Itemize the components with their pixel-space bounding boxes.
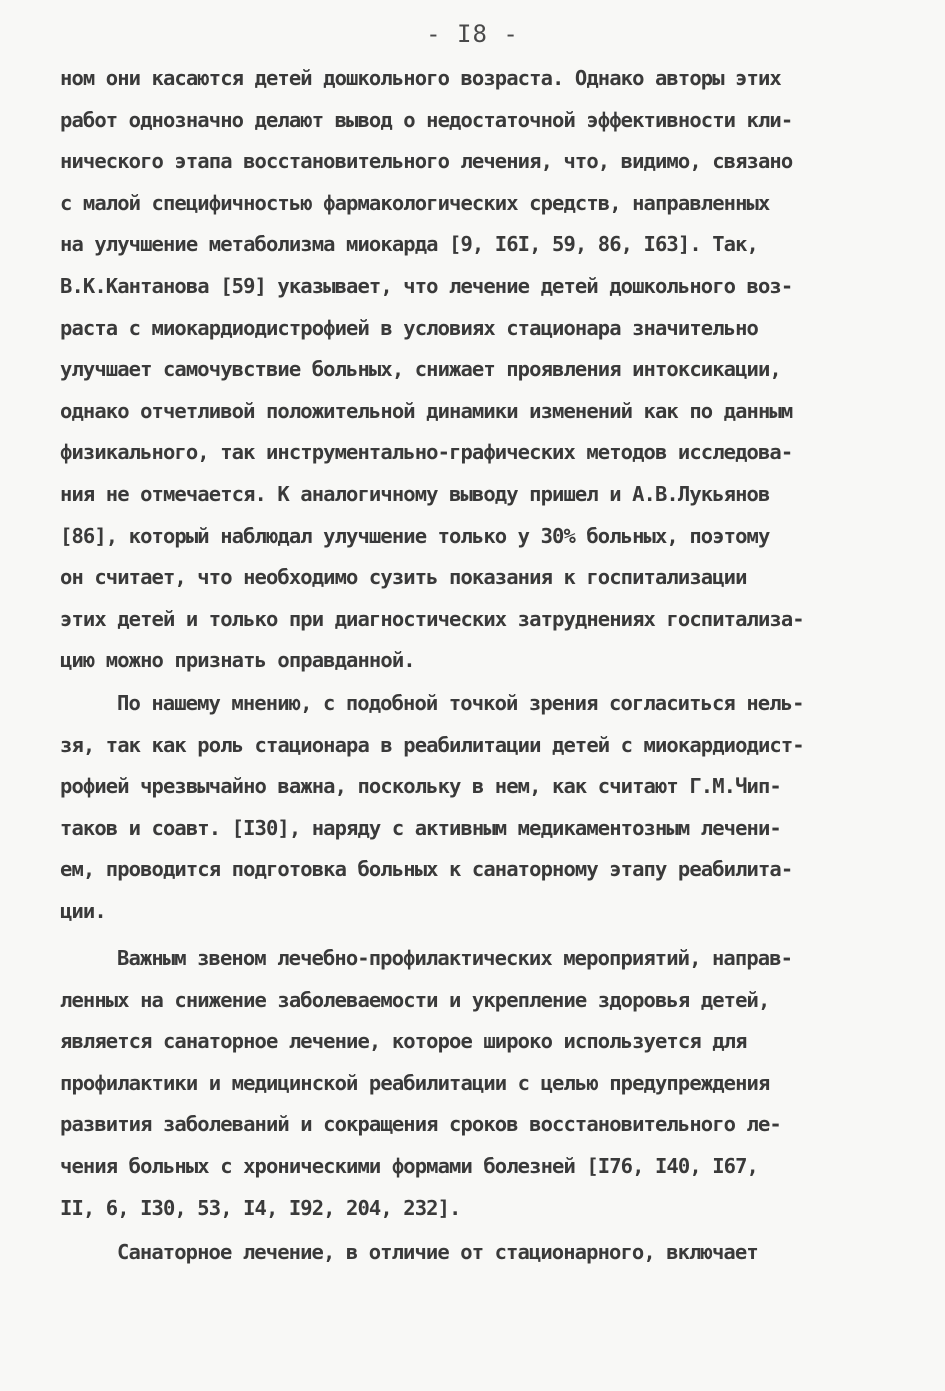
paragraph-2 — [60, 683, 895, 933]
text-line: [86], который наблюдал улучшение только у 30% больных, поэтому — [60, 523, 770, 548]
text-line: цию можно признать оправданной. — [60, 648, 415, 673]
text-line: на улучшение метаболизма миокарда [9, I6I, 59, 86, I63]. Так, — [60, 232, 758, 257]
text-line: рофией чрезвычайно важна, поскольку в нем, как считают Г.М.Чип- — [60, 774, 781, 799]
text-line: В.К.Кантанова [59] указывает, что лечение детей дошкольного воз- — [60, 273, 793, 298]
text-line: II, 6, I30, 53, I4, I92, 204, 232]. — [60, 1195, 461, 1220]
text-line: нического этапа восстановительного лечения, что, видимо, связано — [60, 149, 793, 174]
text-line: ния не отмечается. К аналогичному выводу пришел и А.В.Лукьянов — [60, 481, 770, 506]
text-line: ленных на снижение заболеваемости и укрепление здоровья детей, — [60, 987, 770, 1012]
text-line: ции. — [60, 898, 106, 923]
text-line: зя, так как роль стационара в реабилитации детей с миокардиодист- — [60, 732, 804, 757]
text-line: ем, проводится подготовка больных к санаторному этапу реабилита- — [60, 857, 793, 882]
text-line: работ однозначно делают вывод о недостаточной эффективности кли- — [60, 107, 793, 132]
text-line: однако отчетливой положительной динамики изменений как по данным — [60, 398, 793, 423]
text-line: улучшает самочувствие больных, снижает проявления интоксикации, — [60, 357, 781, 382]
text-line: является санаторное лечение, которое широко используется для — [60, 1029, 747, 1054]
paragraph-1 — [60, 58, 895, 682]
text-line: этих детей и только при диагностических затруднениях госпитализа- — [60, 606, 804, 631]
text-line: профилактики и медицинской реабилитации с целью предупреждения — [60, 1070, 770, 1095]
text-line: Важным звеном лечебно-профилактических мероприятий, направ- — [117, 946, 793, 970]
text-line: чения больных с хроническими формами болезней [I76, I40, I67, — [60, 1153, 758, 1178]
paragraph-4 — [60, 1232, 895, 1274]
text-line: с малой специфичностью фармакологических средств, направленных — [60, 190, 770, 215]
text-line: он считает, что необходимо сузить показания к госпитализации — [60, 565, 747, 590]
page-number: - I8 - — [426, 20, 519, 48]
text-line: ном они касаются детей дошкольного возраста. Однако авторы этих — [60, 66, 781, 90]
text-line: развития заболеваний и сокращения сроков восстановительного ле- — [60, 1112, 781, 1137]
text-line: физикального, так инструментально-графических методов исследова- — [60, 440, 793, 465]
paragraph-3 — [60, 938, 895, 1229]
text-line: раста с миокардиодистрофией в условиях стационара значительно — [60, 315, 758, 340]
text-line: таков и соавт. [I30], наряду с активным медикаментозным лечени- — [60, 815, 781, 840]
text-line: По нашему мнению, с подобной точкой зрения согласиться нель- — [117, 691, 804, 715]
text-line: Санаторное лечение, в отличие от стационарного, включает — [117, 1240, 758, 1264]
